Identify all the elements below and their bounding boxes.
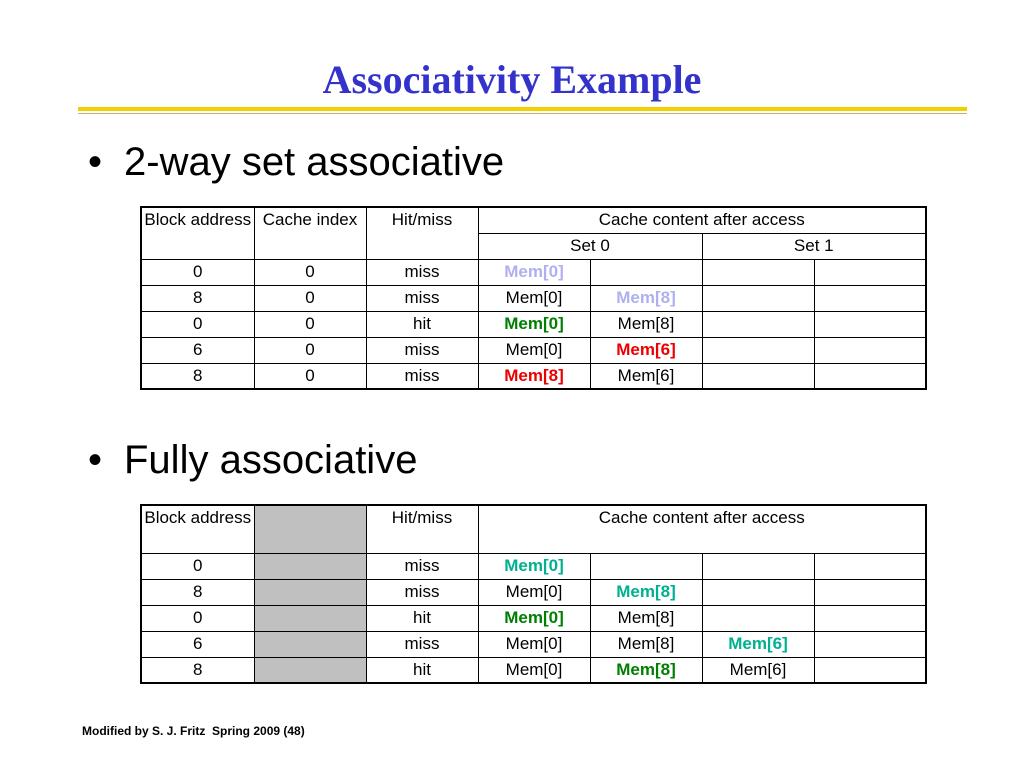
bullet-marker: •: [88, 140, 103, 184]
table-row: [141, 259, 926, 285]
table-row: [141, 285, 926, 311]
cache-content-cell: Mem[8]: [478, 363, 590, 389]
cache-content-cell: Mem[0]: [478, 657, 590, 683]
block-address-cell: 6: [141, 337, 254, 363]
table-row: [141, 605, 926, 631]
cache-content-cell: Mem[6]: [702, 631, 814, 657]
header-hit-miss: Hit/miss: [366, 207, 478, 259]
header-set-0: Set 0: [478, 233, 702, 259]
bullet-text: Fully associative: [124, 438, 418, 482]
hit-miss-cell: miss: [366, 579, 478, 605]
cache-content-cell: [702, 363, 814, 389]
cache-content-cell: Mem[0]: [478, 285, 590, 311]
slide-title: Associativity Example: [322, 57, 702, 102]
cache-index-cell: 0: [254, 337, 366, 363]
fully-associative-table: [140, 504, 927, 684]
block-address-cell: 8: [141, 657, 254, 683]
header-block-address: Block address: [141, 207, 254, 259]
cache-content-cell: [590, 259, 702, 285]
cache-content-cell: Mem[8]: [590, 605, 702, 631]
gray-blank-cell: [254, 631, 366, 657]
cache-content-cell: [702, 311, 814, 337]
cache-content-cell: Mem[0]: [478, 579, 590, 605]
hit-miss-cell: hit: [366, 657, 478, 683]
hit-miss-cell: hit: [366, 311, 478, 337]
cache-content-cell: [814, 605, 926, 631]
gray-blank-cell: [254, 657, 366, 683]
cache-content-cell: [814, 285, 926, 311]
gray-blank-cell: [254, 579, 366, 605]
block-address-cell: 8: [141, 579, 254, 605]
cache-content-cell: [814, 311, 926, 337]
cache-content-cell: Mem[6]: [590, 363, 702, 389]
hit-miss-cell: miss: [366, 285, 478, 311]
header-cache-content: Cache content after access: [478, 505, 926, 553]
cache-content-cell: Mem[6]: [702, 657, 814, 683]
header-set-1: Set 1: [702, 233, 926, 259]
block-address-cell: 8: [141, 363, 254, 389]
cache-content-cell: Mem[0]: [478, 311, 590, 337]
header-hit-miss: Hit/miss: [366, 505, 478, 553]
set-associative-table: [140, 206, 927, 390]
table-row: [141, 657, 926, 683]
cache-content-cell: [590, 553, 702, 579]
gray-blank-cell: [254, 605, 366, 631]
cache-content-cell: Mem[8]: [590, 631, 702, 657]
cache-content-cell: Mem[0]: [478, 259, 590, 285]
table-row: [141, 553, 926, 579]
cache-content-cell: [814, 363, 926, 389]
cache-content-cell: [814, 579, 926, 605]
hit-miss-cell: miss: [366, 631, 478, 657]
cache-content-cell: Mem[8]: [590, 579, 702, 605]
cache-content-cell: [702, 285, 814, 311]
hit-miss-cell: miss: [366, 363, 478, 389]
cache-index-cell: 0: [254, 311, 366, 337]
footer-credit: Modified by S. J. Fritz Spring 2009 (48): [82, 724, 305, 738]
cache-index-cell: 0: [254, 259, 366, 285]
cache-index-cell: 0: [254, 363, 366, 389]
title-underline: [78, 107, 967, 111]
bullet-text: 2-way set associative: [124, 140, 505, 184]
cache-content-cell: Mem[0]: [478, 337, 590, 363]
block-address-cell: 8: [141, 285, 254, 311]
cache-index-cell: 0: [254, 285, 366, 311]
cache-content-cell: [702, 605, 814, 631]
header-cache-content: Cache content after access: [478, 207, 926, 233]
header-block-address: Block address: [141, 505, 254, 553]
table-row: [141, 311, 926, 337]
table-row: [141, 631, 926, 657]
bullet-fully-associative: [88, 437, 417, 483]
block-address-cell: 0: [141, 311, 254, 337]
hit-miss-cell: miss: [366, 553, 478, 579]
cache-content-cell: [814, 553, 926, 579]
cache-content-cell: [702, 259, 814, 285]
cache-content-cell: Mem[8]: [590, 285, 702, 311]
cache-content-cell: Mem[0]: [478, 605, 590, 631]
header-cache-index: Cache index: [254, 207, 366, 259]
cache-content-cell: [814, 657, 926, 683]
title-underline-thin: [78, 113, 967, 114]
table-row: [141, 337, 926, 363]
bullet-marker: •: [88, 438, 103, 482]
cache-content-cell: [702, 553, 814, 579]
cache-content-cell: Mem[0]: [478, 631, 590, 657]
cache-content-cell: Mem[0]: [478, 553, 590, 579]
cache-content-cell: [702, 337, 814, 363]
block-address-cell: 0: [141, 259, 254, 285]
cache-content-cell: [814, 631, 926, 657]
block-address-cell: 0: [141, 553, 254, 579]
table-row: [141, 579, 926, 605]
cache-content-cell: [814, 259, 926, 285]
hit-miss-cell: miss: [366, 259, 478, 285]
gray-blank-cell: [254, 553, 366, 579]
block-address-cell: 6: [141, 631, 254, 657]
header-gray-blank: [254, 505, 366, 553]
block-address-cell: 0: [141, 605, 254, 631]
cache-content-cell: Mem[8]: [590, 657, 702, 683]
bullet-2-way: [88, 139, 504, 185]
cache-content-cell: Mem[6]: [590, 337, 702, 363]
cache-content-cell: [814, 337, 926, 363]
cache-content-cell: [702, 579, 814, 605]
cache-content-cell: Mem[8]: [590, 311, 702, 337]
hit-miss-cell: miss: [366, 337, 478, 363]
table-row: [141, 363, 926, 389]
hit-miss-cell: hit: [366, 605, 478, 631]
